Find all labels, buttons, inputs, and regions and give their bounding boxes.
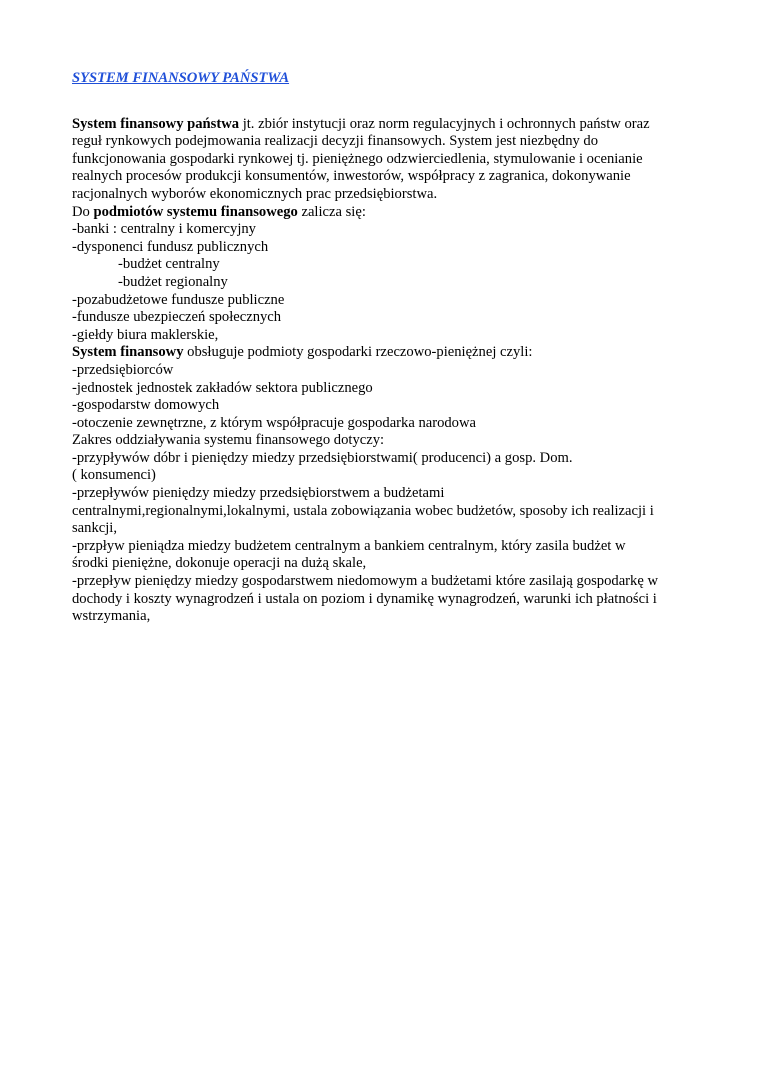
- scope-line: -przepływ pieniędzy miedzy gospodarstwem niedomowym a budżetami które zasilają gospodarkę w: [72, 573, 659, 590]
- scope-line: środki pieniężne, dokonuje operacji na dużą skale,: [72, 555, 367, 572]
- scope-line: ( konsumenci): [72, 467, 156, 484]
- list-item: -przedsiębiorców: [72, 361, 174, 378]
- document-title[interactable]: SYSTEM FINANSOWY PAŃSTWA: [72, 70, 290, 86]
- scope-line: Zakres oddziaływania systemu finansowego dotyczy:: [72, 432, 385, 449]
- scope-line: -przepływów pieniędzy miedzy przedsiębiorstwem a budżetami: [72, 485, 445, 502]
- budget-list-item: -budżet regionalny: [118, 273, 228, 290]
- list-item: -banki : centralny i komercyjny: [72, 221, 256, 238]
- served-intro-text: obsługuje podmioty gospodarki rzeczowo-pieniężnej czyli:: [183, 344, 533, 361]
- list-item: -gospodarstw domowych: [72, 397, 220, 414]
- list-item: -jednostek jednostek zakładów sektora publicznego: [72, 379, 373, 396]
- scope-line: -przypływów dóbr i pieniędzy miedzy przedsiębiorstwami( producenci) a gosp. Dom.: [72, 449, 573, 466]
- definition-first-line: [72, 116, 692, 134]
- list-item: -giełdy biura maklerskie,: [72, 326, 219, 343]
- definition-paragraph: [72, 116, 692, 204]
- scope-line: -przpływ pieniądza miedzy budżetem centralnym a bankiem centralnym, który zasila budżet w: [72, 537, 626, 554]
- budget-list-item: -budżet centralny: [118, 256, 220, 273]
- served-intro: [72, 344, 692, 362]
- scope-line: centralnymi,regionalnymi,lokalnymi, ustala zobowiązania wobec budżetów, sposoby ich realizacji i: [72, 502, 654, 519]
- definition-first-line-text: jt. zbiór instytucji oraz norm regulacyjnych i ochronnych państw oraz: [239, 115, 650, 132]
- list-item: -otoczenie zewnętrzne, z którym współpracuje gospodarka narodowa: [72, 414, 477, 431]
- definition-line: reguł rynkowych podejmowania realizacji decyzji finansowych. System jest niezbędny do: [72, 133, 599, 150]
- subjects-intro-post: zalicza się:: [297, 203, 366, 220]
- served-term: System finansowy: [72, 344, 184, 361]
- list-item: -fundusze ubezpieczeń społecznych: [72, 309, 282, 326]
- list-item: -dysponenci fundusz publicznych: [72, 238, 269, 255]
- definition-line: realnych procesów produkcji konsumentów, inwestorów, współpracy z zagranica, dokonywanie: [72, 168, 631, 185]
- subjects-intro: [72, 204, 692, 222]
- scope-line: wstrzymania,: [72, 608, 151, 625]
- definition-line: racjonalnych wyborów ekonomicznych prac przedsiębiorstwa.: [72, 185, 438, 202]
- definition-term: System finansowy państwa: [72, 115, 240, 132]
- subjects-term: podmiotów systemu finansowego: [93, 203, 298, 220]
- title-spacer: [72, 88, 692, 116]
- scope-line: sankcji,: [72, 520, 117, 537]
- scope-line: dochody i koszty wynagrodzeń i ustala on poziom i dynamikę wynagrodzeń, warunki ich płatności i: [72, 590, 657, 607]
- definition-line: funkcjonowania gospodarki rynkowej tj. pieniężnego odzwierciedlenia, stymulowanie i ocenianie: [72, 150, 643, 167]
- subjects-intro-pre: Do: [72, 203, 94, 220]
- list-item: -pozabudżetowe fundusze publiczne: [72, 291, 285, 308]
- document-page: [72, 70, 692, 626]
